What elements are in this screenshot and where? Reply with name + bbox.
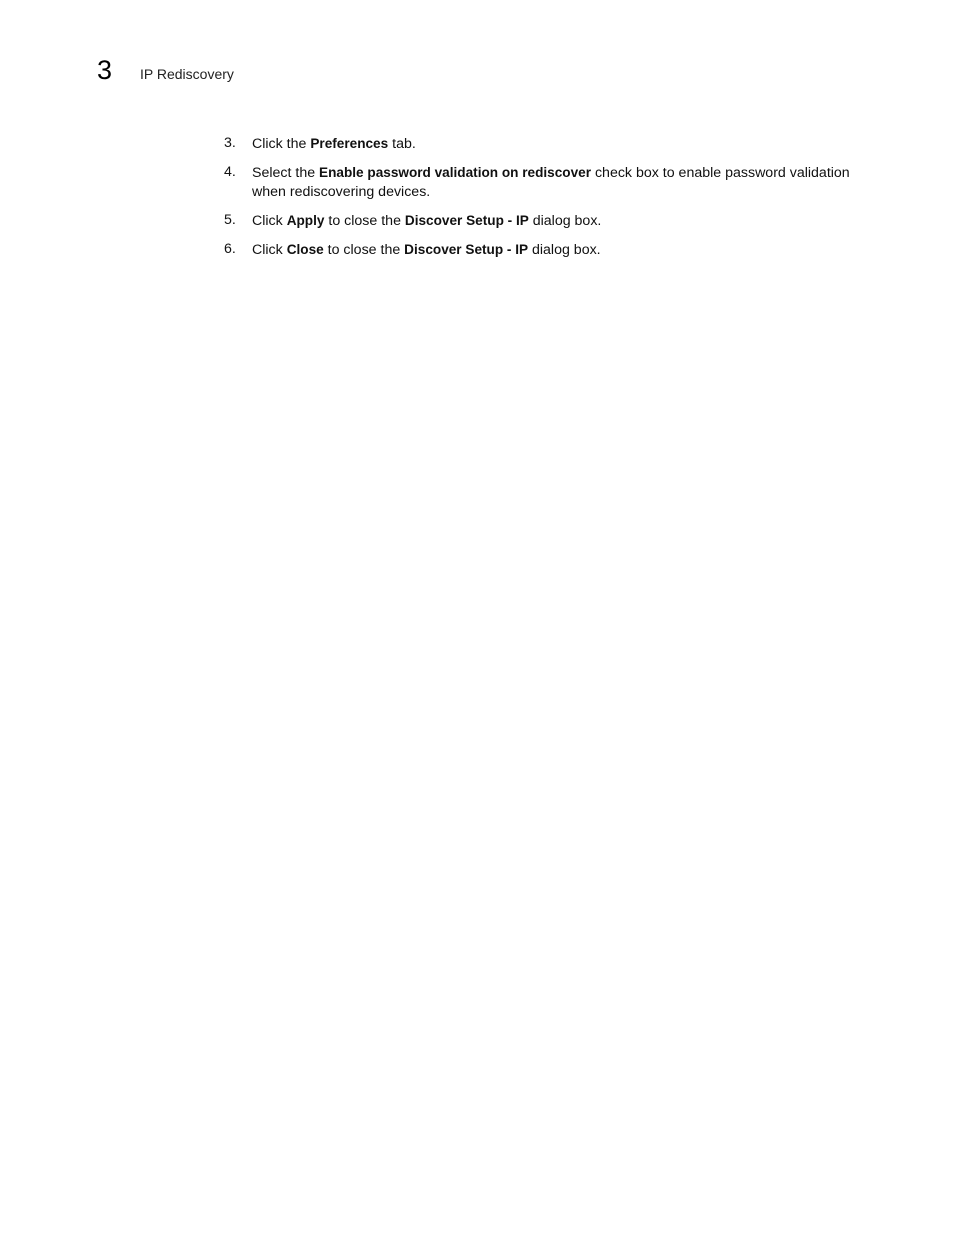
step-3: [224, 134, 884, 154]
section-title: IP Rediscovery: [140, 66, 234, 82]
step-text-part: Select the: [252, 165, 320, 181]
ui-term-apply: Apply: [286, 213, 325, 228]
step-text-part: Click: [252, 242, 287, 258]
step-text-part: to close the: [324, 213, 405, 229]
ui-term-discover-setup-ip: Discover Setup - IP: [404, 242, 529, 257]
page-header: [97, 55, 234, 85]
ui-term-enable-password-validation: Enable password validation on rediscover: [319, 165, 592, 180]
step-text-part: Click the: [252, 136, 311, 152]
step-text: [252, 163, 884, 202]
step-number: 5.: [224, 212, 236, 228]
step-4: [224, 163, 884, 202]
step-text: [252, 134, 884, 154]
ui-term-preferences: Preferences: [310, 136, 389, 151]
chapter-number: 3: [97, 55, 113, 85]
step-text: [252, 211, 884, 231]
procedure-steps: [224, 134, 884, 269]
ui-term-close: Close: [286, 242, 324, 257]
step-text-part: tab.: [388, 136, 416, 152]
step-number: 4.: [224, 164, 236, 180]
ui-term-discover-setup-ip: Discover Setup - IP: [404, 213, 529, 228]
step-6: [224, 240, 884, 260]
step-5: [224, 211, 884, 231]
step-text-part: dialog box.: [528, 242, 601, 258]
step-text: [252, 240, 884, 260]
step-number: 3.: [224, 135, 236, 151]
step-text-part: dialog box.: [528, 213, 602, 229]
step-text-part: Click: [252, 213, 287, 229]
step-number: 6.: [224, 241, 236, 257]
step-text-part: check box to enable password validation when rediscovering devices.: [252, 165, 850, 200]
step-text-part: to close the: [323, 242, 405, 258]
